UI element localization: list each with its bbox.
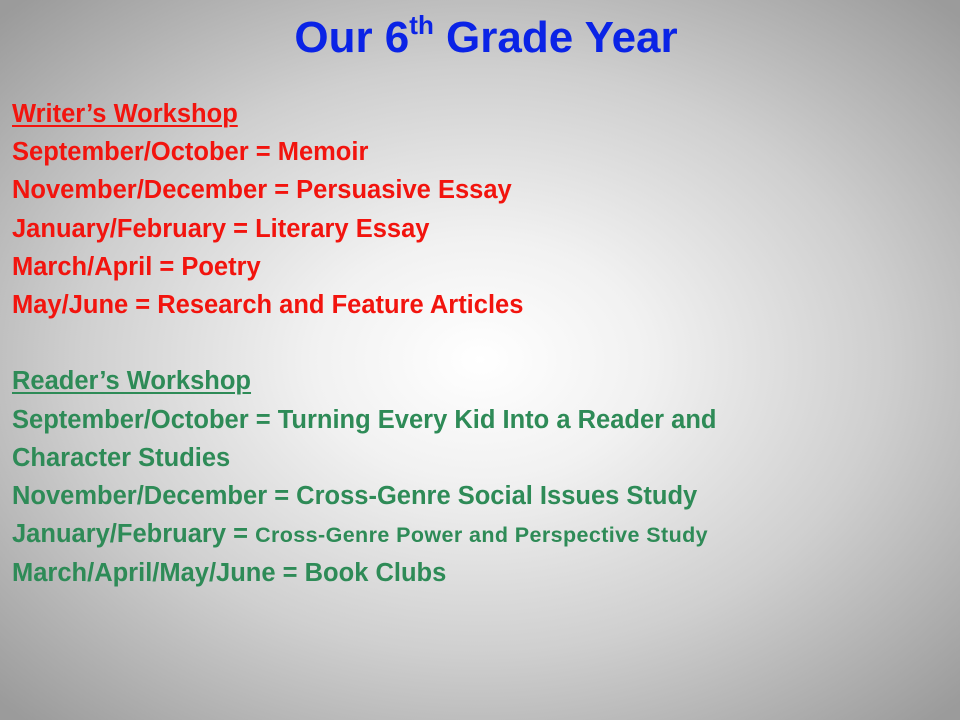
readers-item-nov-dec: November/December = Cross-Genre Social Issues Study: [12, 482, 698, 511]
writers-item-jan-feb: January/February = Literary Essay: [12, 214, 430, 243]
writers-workshop-section: [12, 95, 952, 324]
readers-item-sep-oct: September/October = Turning Every Kid Into a Reader and: [12, 405, 717, 434]
section-spacer: [12, 324, 952, 362]
readers-jan-feb-label: January/February =: [12, 520, 256, 549]
readers-item-jan-feb: [12, 515, 952, 554]
readers-item-mar-jun: March/April/May/June = Book Clubs: [12, 559, 447, 588]
writers-workshop-heading: Writer’s Workshop: [12, 100, 238, 128]
writers-item-mar-apr: March/April = Poetry: [12, 252, 261, 281]
title-superscript: th: [409, 10, 434, 41]
writers-item-sep-oct: September/October = Memoir: [12, 138, 369, 167]
readers-item-sep-oct-continued: Character Studies: [12, 443, 231, 472]
writers-item-nov-dec: November/December = Persuasive Essay: [12, 176, 512, 205]
title-suffix: Grade Year: [433, 13, 678, 62]
writers-item-may-jun: May/June = Research and Feature Articles: [12, 291, 524, 320]
slide-body: [12, 95, 952, 593]
readers-workshop-section: [12, 362, 952, 592]
readers-jan-feb-value: Cross-Genre Power and Perspective Study: [255, 523, 708, 548]
slide-title: [0, 8, 960, 68]
title-prefix: Our 6: [294, 13, 410, 62]
readers-workshop-heading: Reader’s Workshop: [12, 367, 252, 396]
